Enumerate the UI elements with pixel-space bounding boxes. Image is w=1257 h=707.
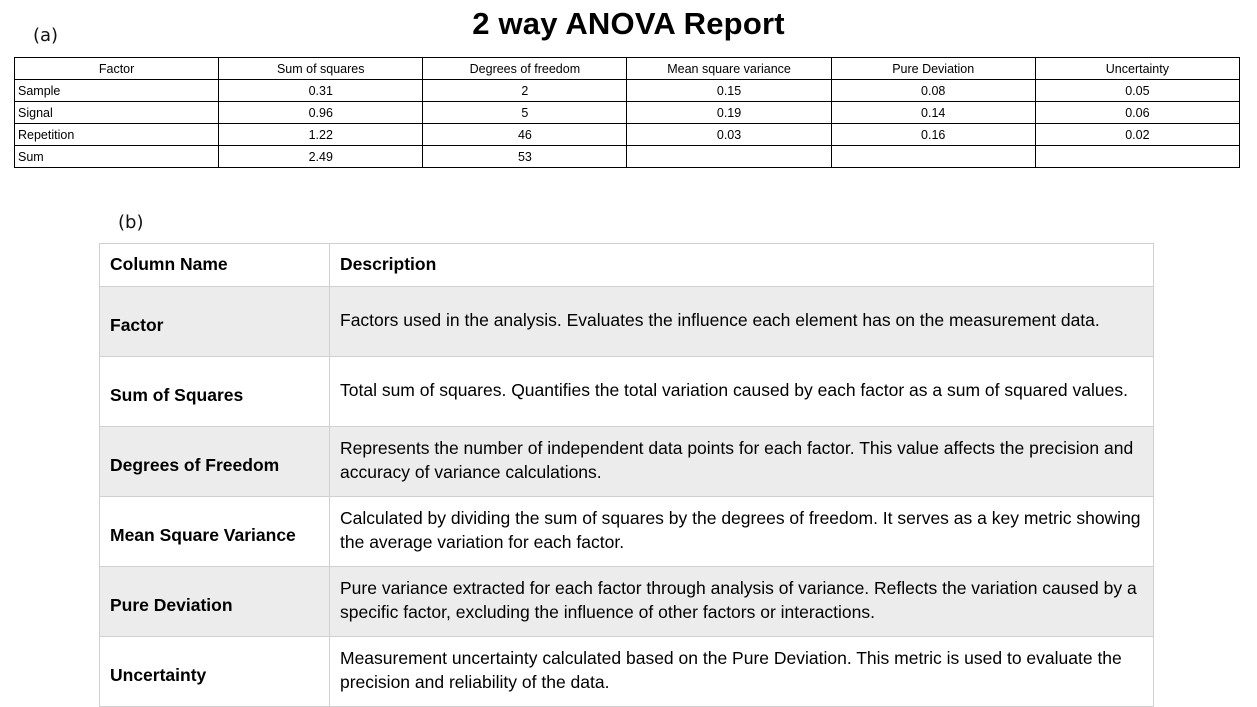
description-row: [100, 637, 1154, 707]
table-cell: 0.96: [219, 102, 423, 124]
header-degrees-of-freedom: Degrees of freedom: [423, 58, 627, 80]
table-cell: Signal: [15, 102, 219, 124]
anova-header-row: [15, 58, 1240, 80]
table-cell: [831, 146, 1035, 168]
table-row: [15, 80, 1240, 102]
description-header-row: [100, 244, 1154, 287]
table-cell: 0.31: [219, 80, 423, 102]
panel-label-b: (b): [118, 212, 144, 233]
table-cell: Sample: [15, 80, 219, 102]
table-row: [15, 102, 1240, 124]
column-name-cell: Pure Deviation: [100, 567, 330, 637]
header-uncertainty: Uncertainty: [1035, 58, 1239, 80]
table-cell: 53: [423, 146, 627, 168]
table-cell: 1.22: [219, 124, 423, 146]
table-cell: 0.08: [831, 80, 1035, 102]
description-cell: Total sum of squares. Quantifies the total variation caused by each factor as a sum of squared values.: [330, 357, 1154, 427]
table-cell: 0.16: [831, 124, 1035, 146]
table-cell: 0.06: [1035, 102, 1239, 124]
description-cell: Measurement uncertainty calculated based on the Pure Deviation. This metric is used to evaluate the precision and reliability of the data.: [330, 637, 1154, 707]
table-cell: 0.03: [627, 124, 831, 146]
column-name-cell: Sum of Squares: [100, 357, 330, 427]
anova-table: [14, 57, 1240, 168]
table-row-sum: [15, 146, 1240, 168]
table-cell: [627, 146, 831, 168]
description-row: [100, 357, 1154, 427]
header-mean-square-variance: Mean square variance: [627, 58, 831, 80]
header-column-name: Column Name: [100, 244, 330, 287]
description-cell: Factors used in the analysis. Evaluates the influence each element has on the measurement data.: [330, 287, 1154, 357]
table-cell: 0.15: [627, 80, 831, 102]
description-row: [100, 567, 1154, 637]
header-sum-of-squares: Sum of squares: [219, 58, 423, 80]
description-row: [100, 427, 1154, 497]
table-cell: Sum: [15, 146, 219, 168]
header-description: Description: [330, 244, 1154, 287]
table-cell: 0.05: [1035, 80, 1239, 102]
table-cell: 0.14: [831, 102, 1035, 124]
table-cell: 2.49: [219, 146, 423, 168]
description-row: [100, 287, 1154, 357]
description-table: [99, 243, 1154, 707]
column-name-cell: Mean Square Variance: [100, 497, 330, 567]
table-cell: 2: [423, 80, 627, 102]
column-name-cell: Degrees of Freedom: [100, 427, 330, 497]
panel-label-a: (a): [33, 25, 59, 46]
table-cell: [1035, 146, 1239, 168]
description-row: [100, 497, 1154, 567]
table-cell: 0.19: [627, 102, 831, 124]
table-cell: 46: [423, 124, 627, 146]
description-cell: Represents the number of independent data points for each factor. This value affects the precision and accuracy of variance calculations.: [330, 427, 1154, 497]
header-factor: Factor: [15, 58, 219, 80]
header-pure-deviation: Pure Deviation: [831, 58, 1035, 80]
column-name-cell: Uncertainty: [100, 637, 330, 707]
table-row: [15, 124, 1240, 146]
report-title: 2 way ANOVA Report: [472, 6, 785, 41]
description-cell: Calculated by dividing the sum of squares by the degrees of freedom. It serves as a key metric showing the average variation for each factor.: [330, 497, 1154, 567]
table-cell: Repetition: [15, 124, 219, 146]
table-cell: 0.02: [1035, 124, 1239, 146]
table-cell: 5: [423, 102, 627, 124]
description-cell: Pure variance extracted for each factor through analysis of variance. Reflects the variation caused by a specific factor, excluding the influence of other factors or interactions.: [330, 567, 1154, 637]
column-name-cell: Factor: [100, 287, 330, 357]
